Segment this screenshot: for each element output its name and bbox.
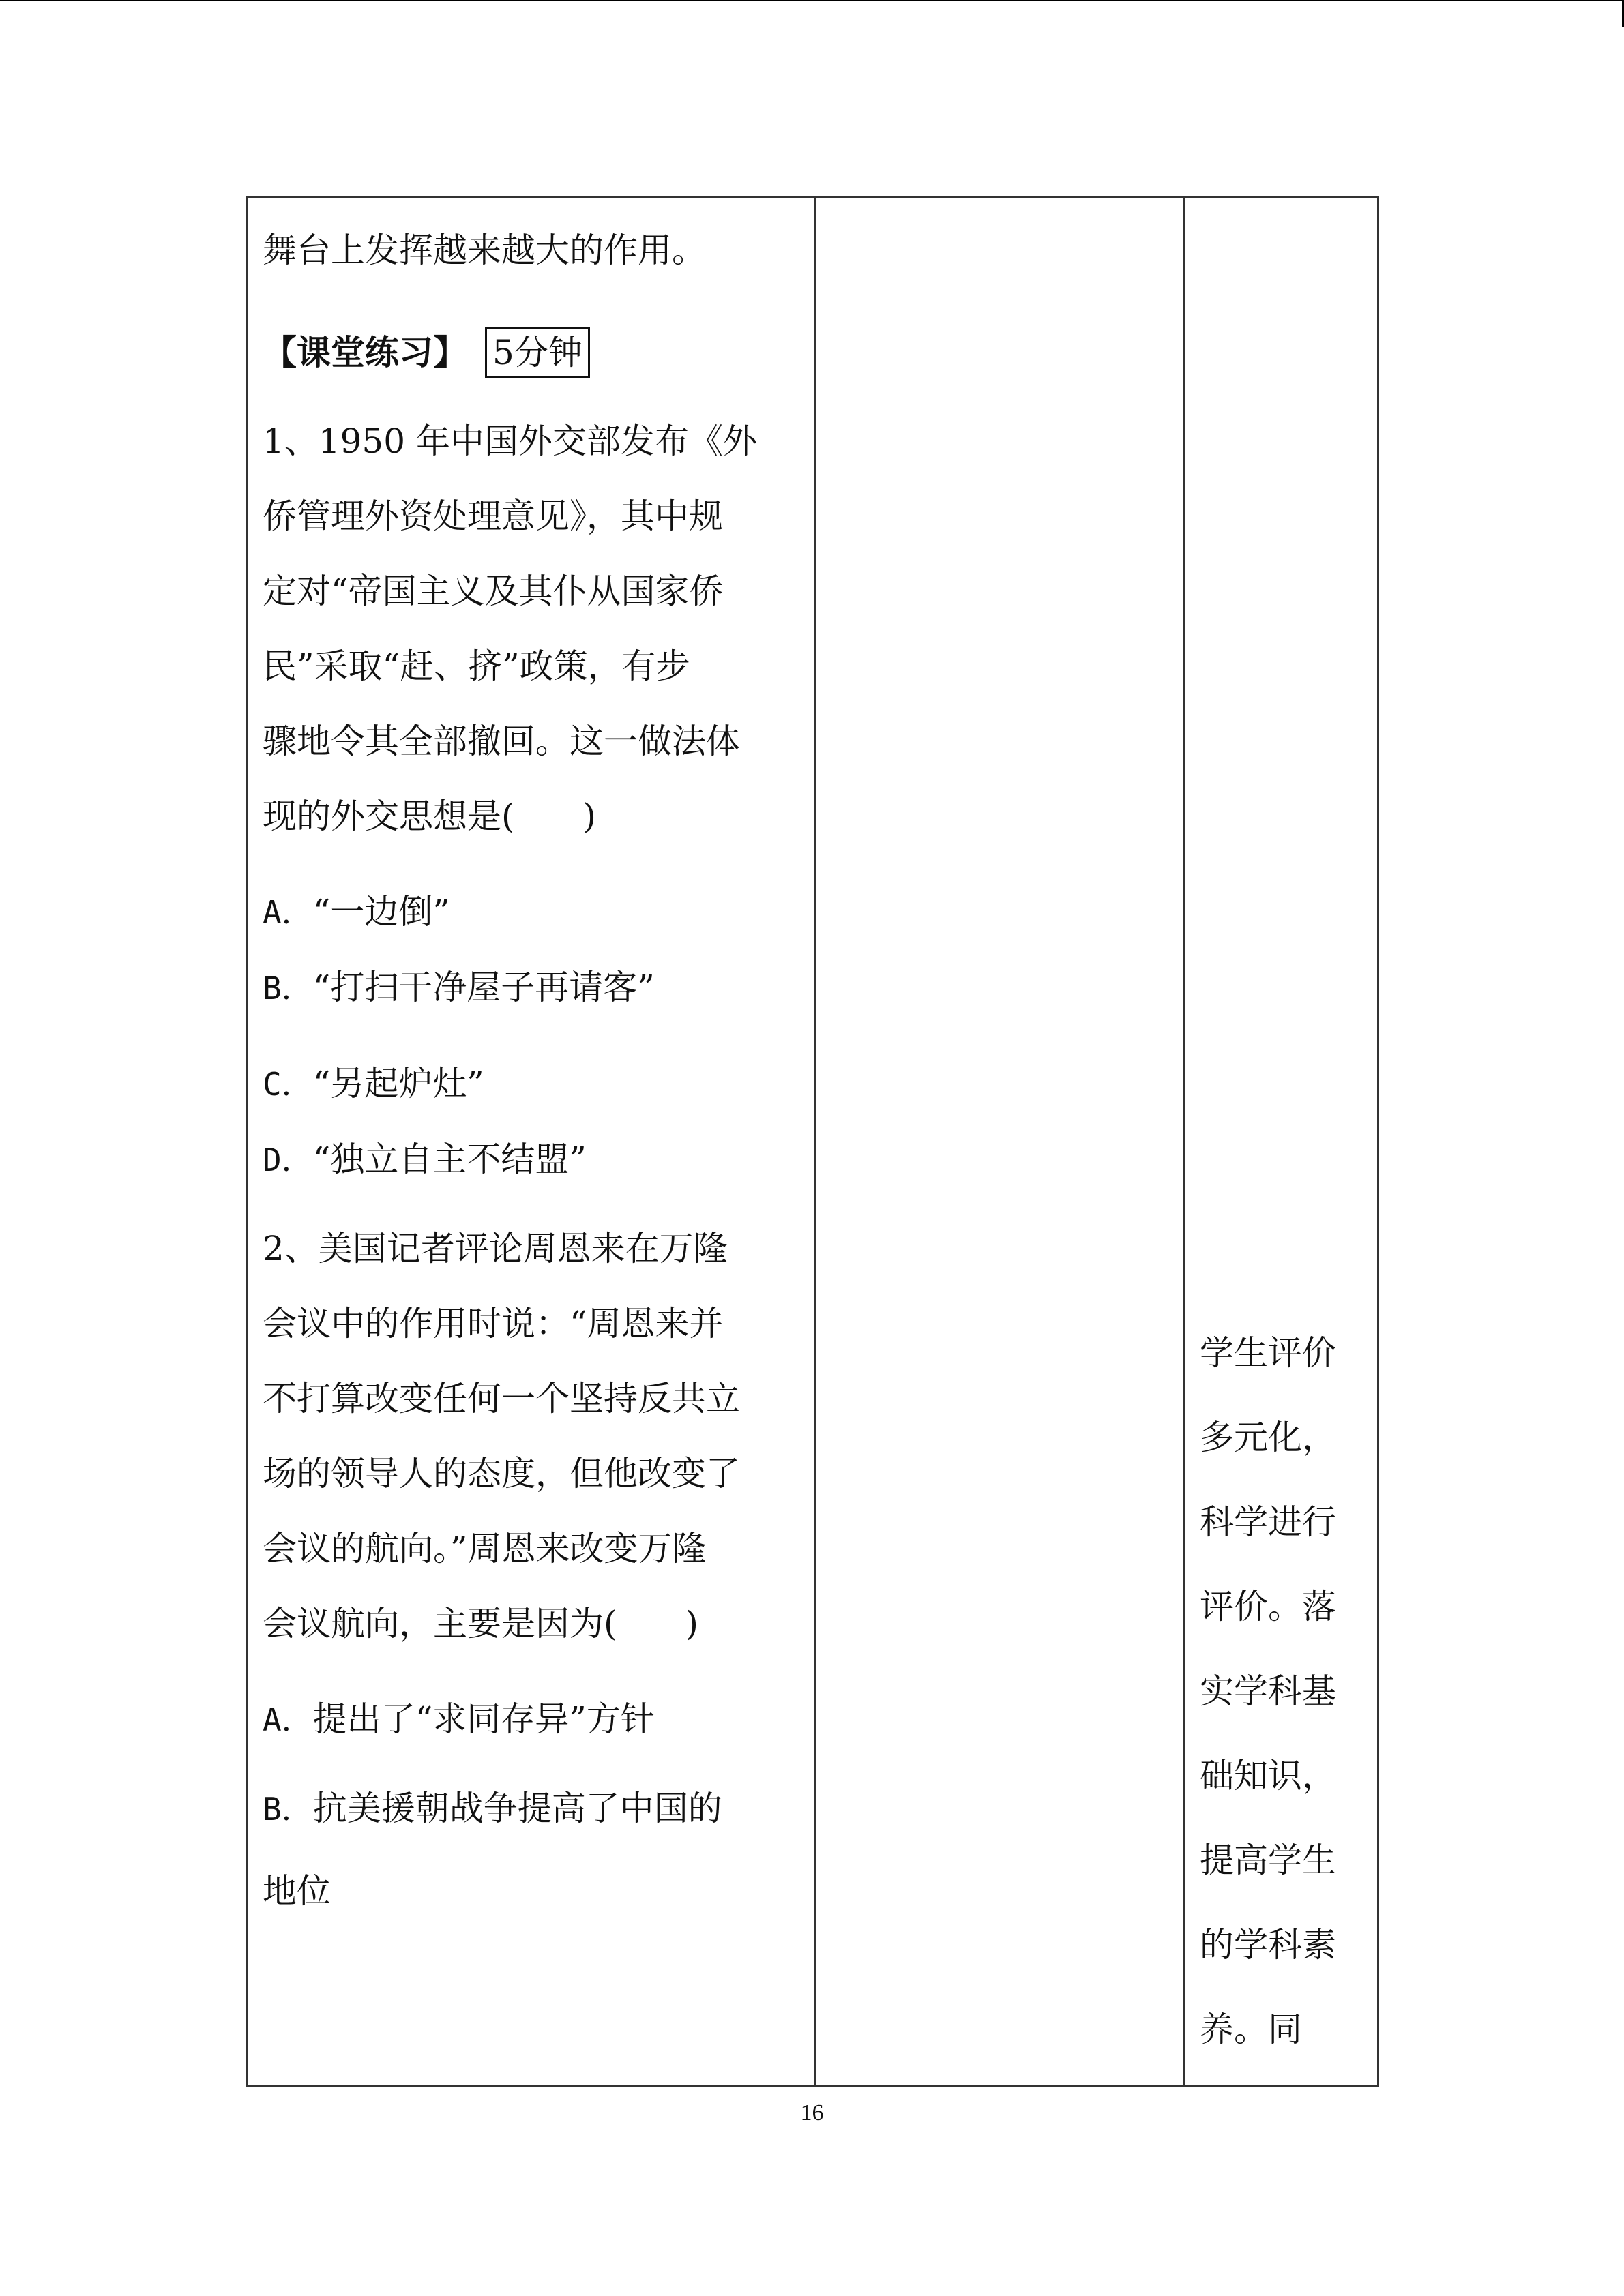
intent-line: 评价。落: [1200, 1587, 1336, 1626]
q1-line: 1、1950 年中国外交部发布《外: [263, 421, 757, 461]
intent-line: 科学进行: [1200, 1502, 1336, 1542]
lesson-plan-table: [246, 196, 1379, 2087]
student-activity-cell: [815, 197, 1184, 2087]
time-box: 5分钟: [485, 327, 590, 378]
q1-line: 侨管理外资处理意见》，其中规: [263, 496, 723, 536]
option-label: D．: [263, 1142, 313, 1178]
design-intent-cell: [1184, 197, 1378, 2087]
intent-line: 础知识，: [1200, 1756, 1336, 1795]
q1-option-c: [263, 1046, 799, 1122]
question-1: [263, 404, 799, 1197]
intent-line: 提高学生: [1200, 1840, 1336, 1880]
option-text: “打扫干净屋子再请客”: [312, 968, 655, 1007]
q2-line: 会议的航向。”周恩来改变万隆: [263, 1529, 707, 1568]
q2-option-b: [263, 1764, 799, 1853]
q1-line: 现的外交思想是( ): [263, 796, 597, 836]
q2-line: 会议航向，主要是因为( ): [263, 1604, 699, 1643]
option-text: “一边倒”: [312, 892, 450, 931]
option-text: 提出了“求同存异”方针: [312, 1699, 655, 1739]
top-border-line: [0, 0, 1624, 1]
q1-option-a: [263, 874, 799, 950]
intent-line: 多元化，: [1200, 1418, 1336, 1457]
intent-line: 学生评价: [1200, 1333, 1336, 1373]
option-label: B．: [263, 970, 313, 1007]
q1-line: 民”采取“赶、挤”政策，有步: [263, 646, 690, 686]
option-text: 抗美援朝战争提高了中国的: [312, 1789, 722, 1828]
q2-line: 不打算改变任何一个坚持反共立: [263, 1379, 740, 1418]
option-label: C．: [263, 1066, 313, 1103]
q1-line: 定对“帝国主义及其仆从国家侨: [263, 571, 724, 611]
continuation-text: 舞台上发挥越来越大的作用。: [263, 230, 706, 270]
option-text: “独立自主不结盟”: [312, 1139, 587, 1179]
table-row: [247, 197, 1378, 2087]
section-heading: [263, 315, 799, 390]
q1-option-d: [263, 1122, 799, 1197]
intent-line: 的学科素: [1200, 1925, 1336, 1965]
q2-option-b-continuation: 地位: [263, 1871, 331, 1911]
page-number: 16: [800, 2100, 824, 2126]
q2-line: 会议中的作用时说：“周恩来并: [263, 1304, 724, 1343]
q1-option-b: [263, 950, 799, 1026]
section-title: 【课堂练习】: [263, 333, 467, 372]
q2-option-a: [263, 1675, 799, 1764]
q2-line: 2、美国记者评论周恩来在万隆: [263, 1229, 728, 1268]
intent-line: 养。同: [1200, 2010, 1302, 2049]
q2-line: 场的领导人的态度，但他改变了: [263, 1454, 740, 1493]
q1-line: 骤地令其全部撤回。这一做法体: [263, 721, 740, 761]
option-label: A．: [263, 894, 313, 931]
option-text: “另起炉灶”: [312, 1064, 484, 1103]
option-label: A．: [263, 1701, 313, 1738]
teaching-content-cell: [247, 197, 815, 2087]
intent-line: 实学科基: [1200, 1671, 1336, 1711]
option-label: B．: [263, 1791, 313, 1828]
question-2: [263, 1211, 799, 1928]
